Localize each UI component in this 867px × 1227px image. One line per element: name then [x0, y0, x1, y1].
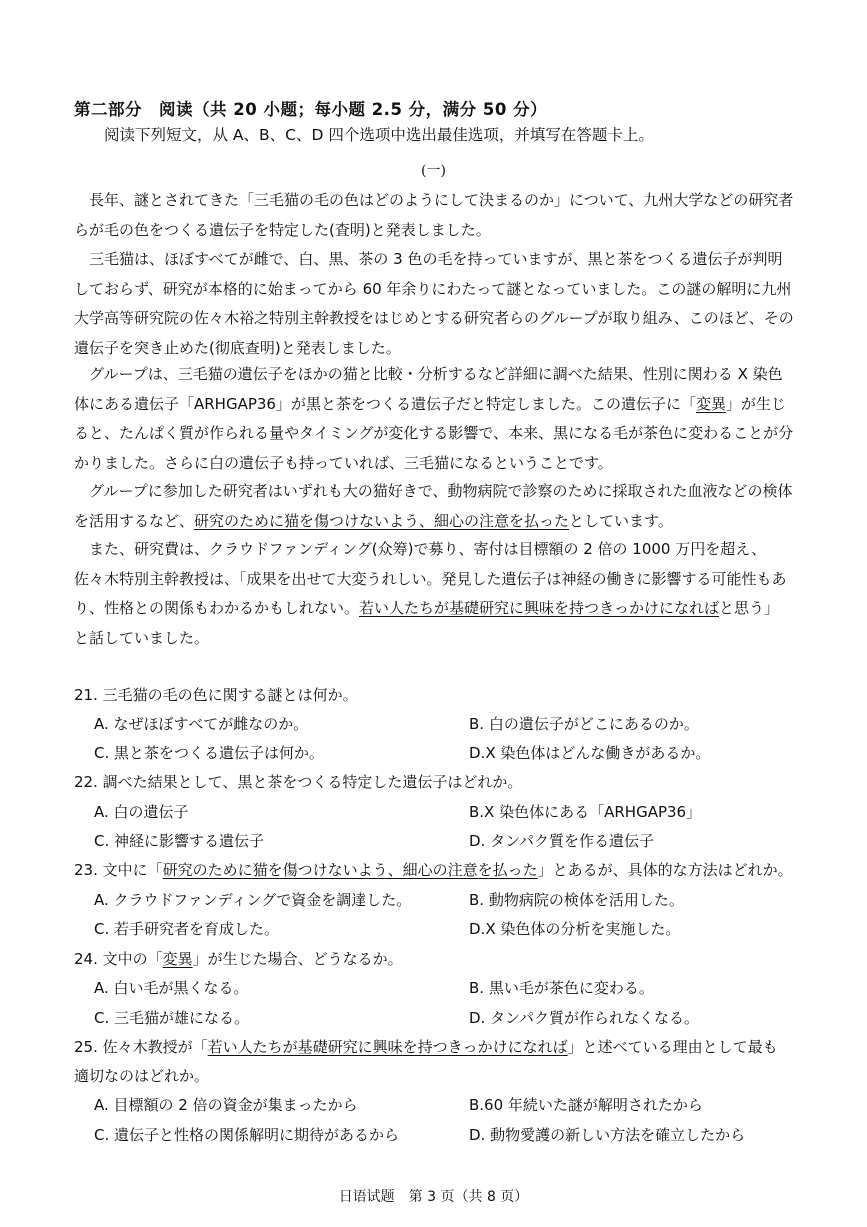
- question-22-option-c[interactable]: C. 神経に影響する遺伝子: [94, 832, 265, 850]
- question-22-option-a[interactable]: A. 白の遺伝子: [94, 803, 189, 821]
- question-23-stem-underlined: 研究のために猫を傷つけないよう、細心の注意を払った: [162, 861, 538, 879]
- question-24-stem-b: 」が生じた場合、どうなるか。: [192, 950, 403, 968]
- question-24-stem: [74, 948, 403, 969]
- question-25-stem-a: 25. 佐々木教授が「: [74, 1038, 208, 1056]
- passage-paragraph-3: [74, 360, 794, 478]
- section-title: 第二部分 阅读（共 20 小题；每小题 2.5 分，满分 50 分）: [74, 100, 548, 119]
- question-22-stem: 22. 調べた結果として、黒と茶をつくる特定した遺伝子はどれか。: [74, 773, 523, 791]
- question-21-option-c[interactable]: C. 黒と茶をつくる遺伝子は何か。: [94, 744, 325, 762]
- question-25-stem-b: 」と述べている理由として最も: [567, 1038, 778, 1056]
- question-25-stem-underlined: 若い人たちが基礎研究に興味を持つきっかけになれば: [207, 1038, 568, 1056]
- question-21-stem: 21. 三毛猫の毛の色に関する謎とは何か。: [74, 686, 358, 704]
- question-23-option-d[interactable]: D.X 染色体の分析を実施した。: [469, 920, 681, 938]
- question-24-option-b[interactable]: B. 黒い毛が茶色に変わる。: [469, 979, 654, 997]
- question-24-stem-underlined: 変異: [162, 950, 193, 968]
- question-23-stem: [74, 859, 793, 880]
- paragraph-3-text-b: 」が生じると、たんぱく質が作られる量やタイミングが変化する影響で、本来、黒になる毛が茶色に変わることが分かりました。さらに白の遺伝子も持っていれば、三毛猫になるということです。: [74, 394, 794, 472]
- question-23-option-c[interactable]: C. 若手研究者を育成した。: [94, 920, 280, 938]
- passage-paragraph-5: [74, 535, 794, 653]
- question-21-option-d[interactable]: D.X 染色体はどんな働きがあるか。: [469, 744, 711, 762]
- question-24-option-a[interactable]: A. 白い毛が黒くなる。: [94, 979, 249, 997]
- question-25-option-c[interactable]: C. 遺伝子と性格の関係解明に期待があるから: [94, 1126, 400, 1144]
- question-23-stem-b: 」とあるが、具体的な方法はどれか。: [537, 861, 793, 879]
- question-25-stem: [74, 1036, 778, 1057]
- paragraph-4-text-a: グループに参加した研究者はいずれも大の猫好きで、動物病院で診察のために採取された血液などの検体を活用するなど、: [74, 482, 793, 530]
- question-22-option-b[interactable]: B.X 染色体にある「ARHGAP36」: [469, 803, 702, 821]
- question-24-option-d[interactable]: D. タンパク質が作られなくなる。: [469, 1009, 700, 1027]
- question-23-stem-a: 23. 文中に「: [74, 861, 163, 879]
- question-25-option-d[interactable]: D. 動物愛護の新しい方法を確立したから: [469, 1126, 746, 1144]
- question-25-option-b[interactable]: B.60 年続いた謎が解明されたから: [469, 1096, 703, 1114]
- passage-paragraph-2: 三毛猫は、ほぼすべてが雌で、白、黒、茶の 3 色の毛を持っていますが、黒と茶をつくる遺伝子が判明しておらず、研究が本格的に始まってから 60 年余りにわたって謎となっていました。この謎の解明に九州大学高等研究院の佐々木裕之特別主幹教授をはじめとする研究者らのグループが取り組み、このほど、その遺伝子を突き止めた(彻底查明)と発表しました。: [74, 250, 794, 357]
- paragraph-4-text-b: としています。: [569, 511, 673, 530]
- paragraph-5-text-b: と思う」と話していました。: [74, 599, 780, 647]
- question-23-option-a[interactable]: A. クラウドファンディングで資金を調達した。: [94, 891, 412, 909]
- question-25-option-a[interactable]: A. 目標額の 2 倍の資金が集まったから: [94, 1096, 358, 1114]
- question-24-stem-a: 24. 文中の「: [74, 950, 163, 968]
- paragraph-5-text-a: また、研究費は、クラウドファンディング(众筹)で募り、寄付は目標額の 2 倍の 1000 万円を超え、佐々木特別主幹教授は、「成果を出せて大変うれしい。発見した遺伝子は神経の働きに影響する可能性もあり、性格との関係もわかるかもしれない。: [74, 540, 787, 617]
- passage-paragraph-1: 長年、謎とされてきた「三毛猫の毛の色はどのようにして決まるのか」について、九州大学などの研究者らが毛の色をつくる遺伝子を特定した(査明)と発表しました。: [74, 191, 794, 239]
- passage-paragraph-4: [74, 477, 794, 536]
- page-footer: 日语试题 第 3 页（共 8 页）: [338, 1189, 529, 1205]
- question-21-option-a[interactable]: A. なぜほぼすべてが雌なのか。: [94, 715, 309, 733]
- question-24-option-c[interactable]: C. 三毛猫が雄になる。: [94, 1009, 250, 1027]
- underlined-phrase-henni: 変異: [695, 394, 726, 413]
- question-25-stem-line2: 適切なのはどれか。: [74, 1067, 210, 1085]
- underlined-phrase-chuui: 研究のために猫を傷つけないよう、細心の注意を払った: [194, 511, 570, 530]
- question-21-option-b[interactable]: B. 白の遺伝子がどこにあるのか。: [469, 715, 699, 733]
- instructions: 阅读下列短文，从 A、B、C、D 四个选项中选出最佳选项，并填写在答题卡上。: [104, 126, 654, 144]
- question-22-option-d[interactable]: D. タンパク質を作る遺伝子: [469, 832, 655, 850]
- question-23-option-b[interactable]: B. 動物病院の検体を活用した。: [469, 891, 684, 909]
- underlined-phrase-wakai: 若い人たちが基礎研究に興味を持つきっかけになれば: [359, 599, 720, 617]
- passage-number: (一): [421, 163, 446, 179]
- paragraph-3-text-a: グループは、三毛猫の遺伝子をほかの猫と比較・分析するなど詳細に調べた結果、性別に関わる X 染色体にある遺伝子「ARHGAP36」が黒と茶をつくる遺伝子だと特定しました。この遺伝子に「: [74, 365, 783, 413]
